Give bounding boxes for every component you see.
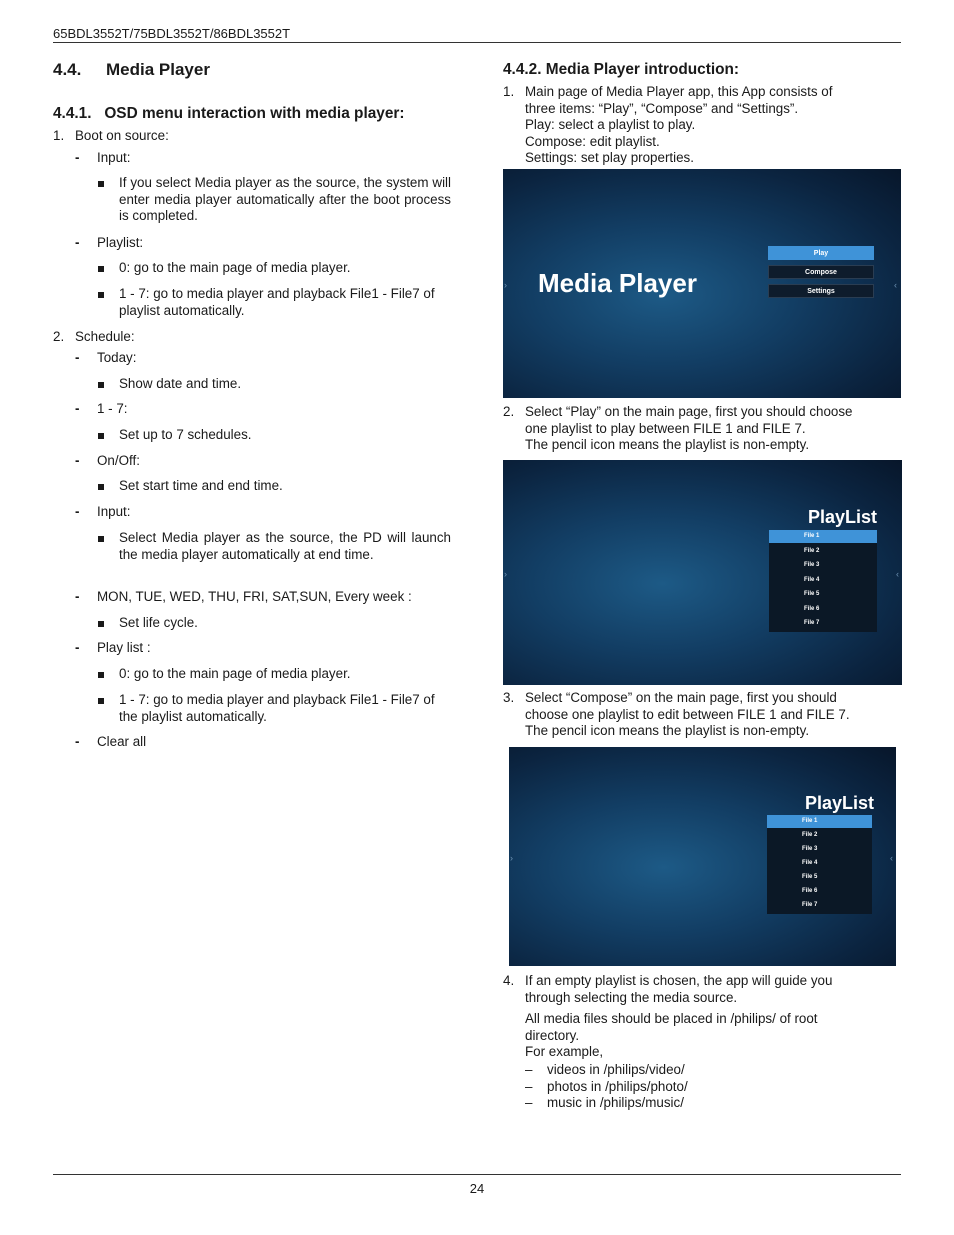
dash-marker: – xyxy=(525,1079,533,1094)
list-item-label: 1 - 7: xyxy=(97,401,128,416)
playlist-title: PlayList xyxy=(805,793,875,813)
bullet-square xyxy=(98,621,104,627)
playlist-file-7[interactable]: File 7 xyxy=(802,902,818,908)
document-header: 65BDL3552T/75BDL3552T/86BDL3552T xyxy=(53,26,291,41)
settings-button[interactable]: Settings xyxy=(768,284,874,298)
playlist-title: PlayList xyxy=(808,507,878,527)
paragraph xyxy=(525,973,900,1006)
playlist-file-3[interactable]: File 3 xyxy=(804,562,820,568)
chevron-right-icon: › xyxy=(504,569,507,579)
bullet-text: 1 - 7: go to media player and playback File1 - File7 of the playlist automatically. xyxy=(119,692,435,724)
list-number: 1. xyxy=(503,84,515,99)
screenshot-playlist-compose xyxy=(509,747,896,966)
bullet-text: 0: go to the main page of media player. xyxy=(119,666,351,681)
text-line: three items: “Play”, “Compose” and “Settings”. xyxy=(525,100,799,116)
list-item-label: MON, TUE, WED, THU, FRI, SAT,SUN, Every week : xyxy=(97,589,412,604)
bullet-text: Select Media player as the source, the PD will launch the media player automatically at end time. xyxy=(119,530,451,562)
paragraph xyxy=(525,84,900,167)
text-line: The pencil icon means the playlist is non-empty. xyxy=(525,437,810,453)
dash-marker: - xyxy=(75,150,80,165)
path-item: photos in /philips/photo/ xyxy=(547,1079,688,1094)
dash-marker: – xyxy=(525,1095,533,1110)
paragraph xyxy=(525,1011,900,1061)
dash-marker: - xyxy=(75,734,80,749)
dash-marker: - xyxy=(75,640,80,655)
section-number: 4.4. xyxy=(53,60,82,79)
text-line: one playlist to play between FILE 1 and FILE 7. xyxy=(525,420,806,436)
text-line: Main page of Media Player app, this App consists of xyxy=(525,84,833,99)
playlist-file-3[interactable]: File 3 xyxy=(802,846,818,852)
playlist-file-6[interactable]: File 6 xyxy=(802,888,818,894)
paragraph xyxy=(525,690,900,740)
text-line: All media files should be placed in /philips/ of root xyxy=(525,1011,818,1026)
list-number: 3. xyxy=(503,690,515,705)
bullet-text: Set up to 7 schedules. xyxy=(119,427,252,442)
list-number: 4. xyxy=(503,973,515,988)
bullet-text: If you select Media player as the source, the system will enter media player automatically after the boot process is completed. xyxy=(119,175,451,224)
bullet-square xyxy=(98,672,104,678)
chevron-left-icon: ‹ xyxy=(894,280,897,290)
page-number: 24 xyxy=(469,1181,485,1196)
bullet-text: Show date and time. xyxy=(119,376,242,391)
play-button[interactable]: Play xyxy=(768,246,874,260)
bullet-square xyxy=(98,433,104,439)
chevron-left-icon: ‹ xyxy=(890,853,893,863)
bullet-text: 0: go to the main page of media player. xyxy=(119,260,351,275)
list-item-label: Input: xyxy=(97,150,131,165)
playlist-file-7[interactable]: File 7 xyxy=(804,620,820,626)
text-line: Compose: edit playlist. xyxy=(525,133,660,149)
text-line: choose one playlist to edit between FILE 1 and FILE 7. xyxy=(525,706,850,722)
text-line: Play: select a playlist to play. xyxy=(525,117,696,133)
bullet-square xyxy=(98,484,104,490)
list-item-label: Schedule: xyxy=(75,329,135,344)
text-line: For example, xyxy=(525,1044,604,1060)
list-item-label: Input: xyxy=(97,504,131,519)
playlist-file-6[interactable]: File 6 xyxy=(804,605,820,612)
bullet-text: 1 - 7: go to media player and playback File1 - File7 of playlist automatically. xyxy=(119,286,435,318)
dash-marker: - xyxy=(75,589,80,604)
playlist-file-2[interactable]: File 2 xyxy=(804,547,820,554)
bullet-square xyxy=(98,181,104,187)
list-item-label: Playlist: xyxy=(97,235,144,250)
playlist-file-4[interactable]: File 4 xyxy=(802,860,818,866)
dash-marker: – xyxy=(525,1062,533,1077)
section-title: Media Player xyxy=(106,60,210,79)
bullet-square xyxy=(98,382,104,388)
list-number: 1. xyxy=(53,128,65,143)
list-number: 2. xyxy=(503,404,515,419)
dash-marker: - xyxy=(75,235,80,250)
subsection-title-intro: 4.4.2. Media Player introduction: xyxy=(503,61,740,78)
compose-button[interactable]: Compose xyxy=(768,265,874,279)
dash-marker: - xyxy=(75,453,80,468)
text-line: Select “Compose” on the main page, first you should xyxy=(525,690,837,705)
bullet-square xyxy=(98,536,104,542)
playlist-file-1[interactable]: File 1 xyxy=(769,530,877,543)
playlist-file-5[interactable]: File 5 xyxy=(804,591,820,597)
text-line: Settings: set play properties. xyxy=(525,150,694,166)
subsection-title-osd: 4.4.1. OSD menu interaction with media player: xyxy=(53,105,405,122)
media-player-title: Media Player xyxy=(538,268,697,298)
text-line: The pencil icon means the playlist is non-empty. xyxy=(525,723,810,739)
chevron-right-icon: › xyxy=(510,853,513,863)
bullet-square xyxy=(98,266,104,272)
list-item-label: Clear all xyxy=(97,734,147,749)
chevron-left-icon: ‹ xyxy=(896,569,899,579)
dash-marker: - xyxy=(75,350,80,365)
path-item: videos in /philips/video/ xyxy=(547,1062,685,1077)
list-number: 2. xyxy=(53,329,65,344)
screenshot-playlist-play xyxy=(503,460,902,685)
text-line: If an empty playlist is chosen, the app will guide you xyxy=(525,973,833,988)
bullet-text: Set life cycle. xyxy=(119,615,198,630)
chevron-right-icon: › xyxy=(504,280,507,290)
screenshot-media-player-main xyxy=(503,169,901,398)
playlist-file-5[interactable]: File 5 xyxy=(802,874,818,880)
text-line: through selecting the media source. xyxy=(525,989,738,1005)
text-line: Select “Play” on the main page, first you should choose xyxy=(525,404,853,419)
bullet-text: Set start time and end time. xyxy=(119,478,283,493)
playlist-file-1[interactable]: File 1 xyxy=(767,815,872,828)
dash-marker: - xyxy=(75,401,80,416)
playlist-panel xyxy=(767,815,872,914)
playlist-panel xyxy=(769,530,877,632)
text-line: directory. xyxy=(525,1027,580,1043)
dash-marker: - xyxy=(75,504,80,519)
bullet-square xyxy=(98,698,104,704)
list-item-label: On/Off: xyxy=(97,453,140,468)
header-divider xyxy=(53,42,901,43)
bullet-square xyxy=(98,292,104,298)
playlist-file-2[interactable]: File 2 xyxy=(802,832,818,838)
list-item-label: Boot on source: xyxy=(75,128,169,143)
path-item: music in /philips/music/ xyxy=(547,1095,684,1110)
footer-divider xyxy=(53,1174,901,1175)
playlist-file-4[interactable]: File 4 xyxy=(804,576,820,583)
list-item-label: Play list : xyxy=(97,640,151,655)
list-item-label: Today: xyxy=(97,350,137,365)
paragraph xyxy=(525,404,900,454)
